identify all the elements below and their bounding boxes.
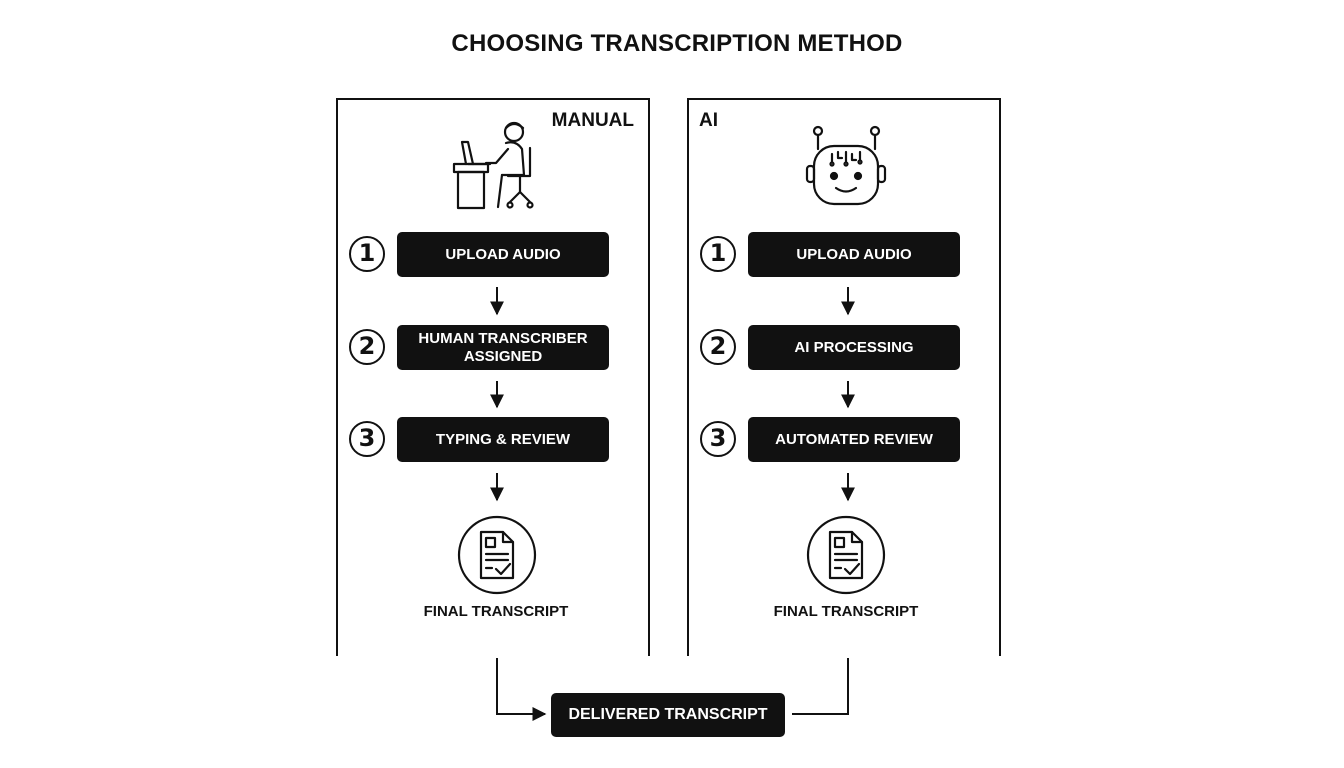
ai-to-delivered-line [792, 658, 848, 714]
manual-step-2-box: HUMAN TRANSCRIBER ASSIGNED [397, 325, 609, 370]
ai-step-3-number: 3 [700, 421, 736, 457]
ai-step-2-number: 2 [700, 329, 736, 365]
manual-step-3-box: TYPING & REVIEW [397, 417, 609, 462]
manual-panel-label: MANUAL [551, 110, 634, 131]
manual-step-2-number: 2 [349, 329, 385, 365]
ai-step-1-number: 1 [700, 236, 736, 272]
ai-final-label: FINAL TRANSCRIPT [773, 603, 919, 620]
ai-panel-label: AI [699, 110, 718, 131]
manual-step-1-number: 1 [349, 236, 385, 272]
ai-step-1-box: UPLOAD AUDIO [748, 232, 960, 277]
manual-to-delivered-arrow [497, 658, 545, 714]
diagram-title: CHOOSING TRANSCRIPTION METHOD [451, 30, 903, 57]
ai-step-3-box: AUTOMATED REVIEW [748, 417, 960, 462]
manual-step-1-box: UPLOAD AUDIO [397, 232, 609, 277]
delivered-transcript-box: DELIVERED TRANSCRIPT [551, 693, 785, 737]
ai-step-2-box: AI PROCESSING [748, 325, 960, 370]
manual-final-label: FINAL TRANSCRIPT [423, 603, 569, 620]
manual-step-3-number: 3 [349, 421, 385, 457]
